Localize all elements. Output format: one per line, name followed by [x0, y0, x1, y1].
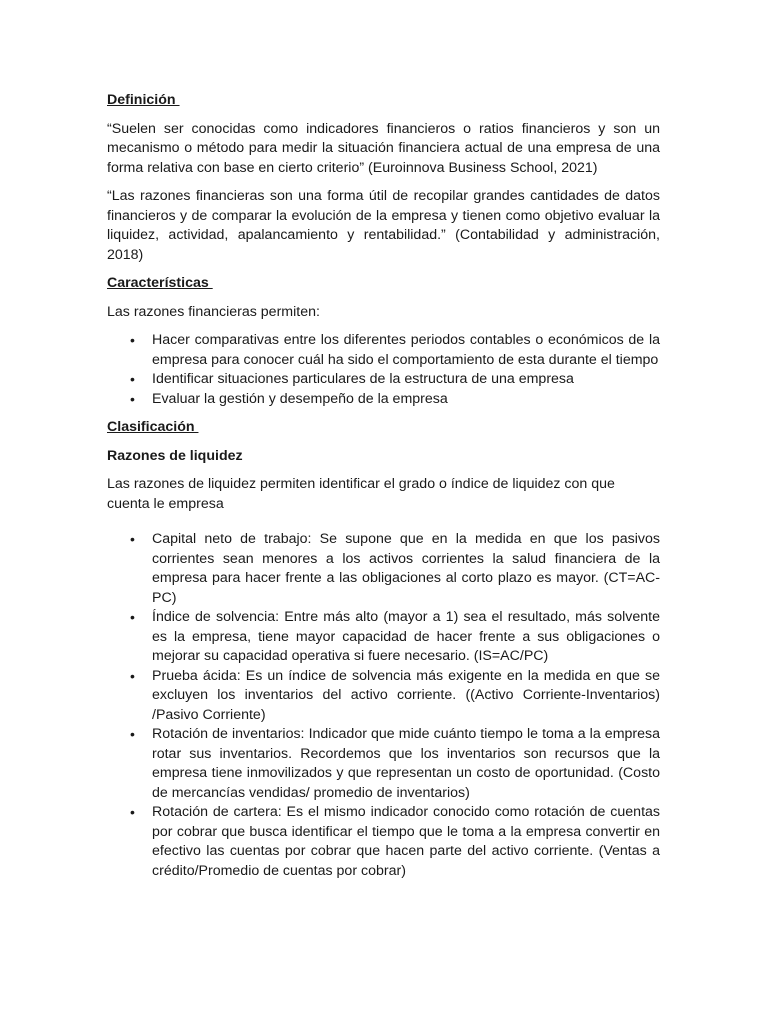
- subheading-razones-liquidez: Razones de liquidez: [107, 447, 243, 464]
- list-item: [107, 331, 660, 370]
- list-item-text: Capital neto de trabajo: Se supone que en la medida en que los pasivos corrientes sean menores a los activos corrientes la salud financiera de la empresa para hacer frente a las obligaciones al corto plazo es mayor. (CT=AC-PC): [152, 531, 660, 606]
- list-item: [107, 530, 660, 608]
- list-item-text: Identificar situaciones particulares de la estructura de una empresa: [152, 371, 574, 387]
- heading-caracteristicas: Características: [107, 275, 213, 291]
- list-item-text: Hacer comparativas entre los diferentes periodos contables o económicos de la empresa para conocer cuál ha sido el comportamiento de esta durante el tiempo: [152, 332, 660, 368]
- list-item-text: Rotación de cartera: Es el mismo indicador conocido como rotación de cuentas por cobrar que busca identificar el tiempo que le toma a la empresa convertir en efectivo las cuentas por cobrar que hacen parte del activo corriente. (Ventas a crédito/Promedio de cuentas por cobrar): [152, 804, 660, 879]
- list-item-text: Evaluar la gestión y desempeño de la empresa: [152, 390, 448, 407]
- bullet-icon: •: [130, 371, 135, 387]
- heading-definicion: Definición: [107, 92, 180, 108]
- list-item: [107, 667, 660, 726]
- list-item-text: Índice de solvencia: Entre más alto (mayor a 1) sea el resultado, más solvente es la empresa, tiene mayor capacidad de hacer frente a sus obligaciones o mejorar su capacidad operativa si fuere necesario. (IS=AC/PC): [152, 609, 660, 664]
- heading-clasificacion: Clasificación: [107, 419, 199, 435]
- list-item: [107, 390, 660, 410]
- liquidez-intro: Las razones de liquidez permiten identificar el grado o índice de liquidez con que cuenta le empresa: [107, 476, 615, 512]
- liquidez-list: [107, 530, 660, 881]
- bullet-icon: •: [130, 332, 135, 348]
- list-item: [107, 608, 660, 667]
- bullet-icon: •: [130, 667, 135, 684]
- definition-quote-2: “Las razones financieras son una forma útil de recopilar grandes cantidades de datos financieros y de comparar la evolución de la empresa y tienen como objetivo evaluar la liquidez, actividad, apalancamiento y rentabilidad.” (Contabilidad y administración, 2018): [107, 188, 660, 263]
- list-item: [107, 725, 660, 803]
- bullet-icon: •: [130, 726, 135, 742]
- list-item: [107, 370, 660, 390]
- bullet-icon: •: [130, 531, 135, 547]
- document-page: [107, 91, 660, 890]
- bullet-icon: •: [130, 390, 135, 407]
- list-item: [107, 803, 660, 881]
- definition-quote-1: “Suelen ser conocidas como indicadores financieros o ratios financieros y son un mecanismo o método para medir la situación financiera actual de una empresa de una forma relativa con base en cierto criterio” (Euroinnova Business School, 2021): [107, 120, 660, 176]
- caracteristicas-intro: Las razones financieras permiten:: [107, 303, 320, 320]
- bullet-icon: •: [130, 609, 135, 625]
- bullet-icon: •: [130, 804, 135, 820]
- list-item-text: Prueba ácida: Es un índice de solvencia más exigente en la medida en que se excluyen los inventarios del activo corriente. ((Activo Corriente-Inventarios) /Pasivo Corriente): [152, 667, 660, 723]
- caracteristicas-list: [107, 331, 660, 409]
- list-item-text: Rotación de inventarios: Indicador que mide cuánto tiempo le toma a la empresa rotar sus inventarios. Recordemos que los inventarios son recursos que la empresa tiene inmovilizados y que representan un costo de oportunidad. (Costo de mercancías vendidas/ promedio de inventarios): [152, 726, 660, 801]
